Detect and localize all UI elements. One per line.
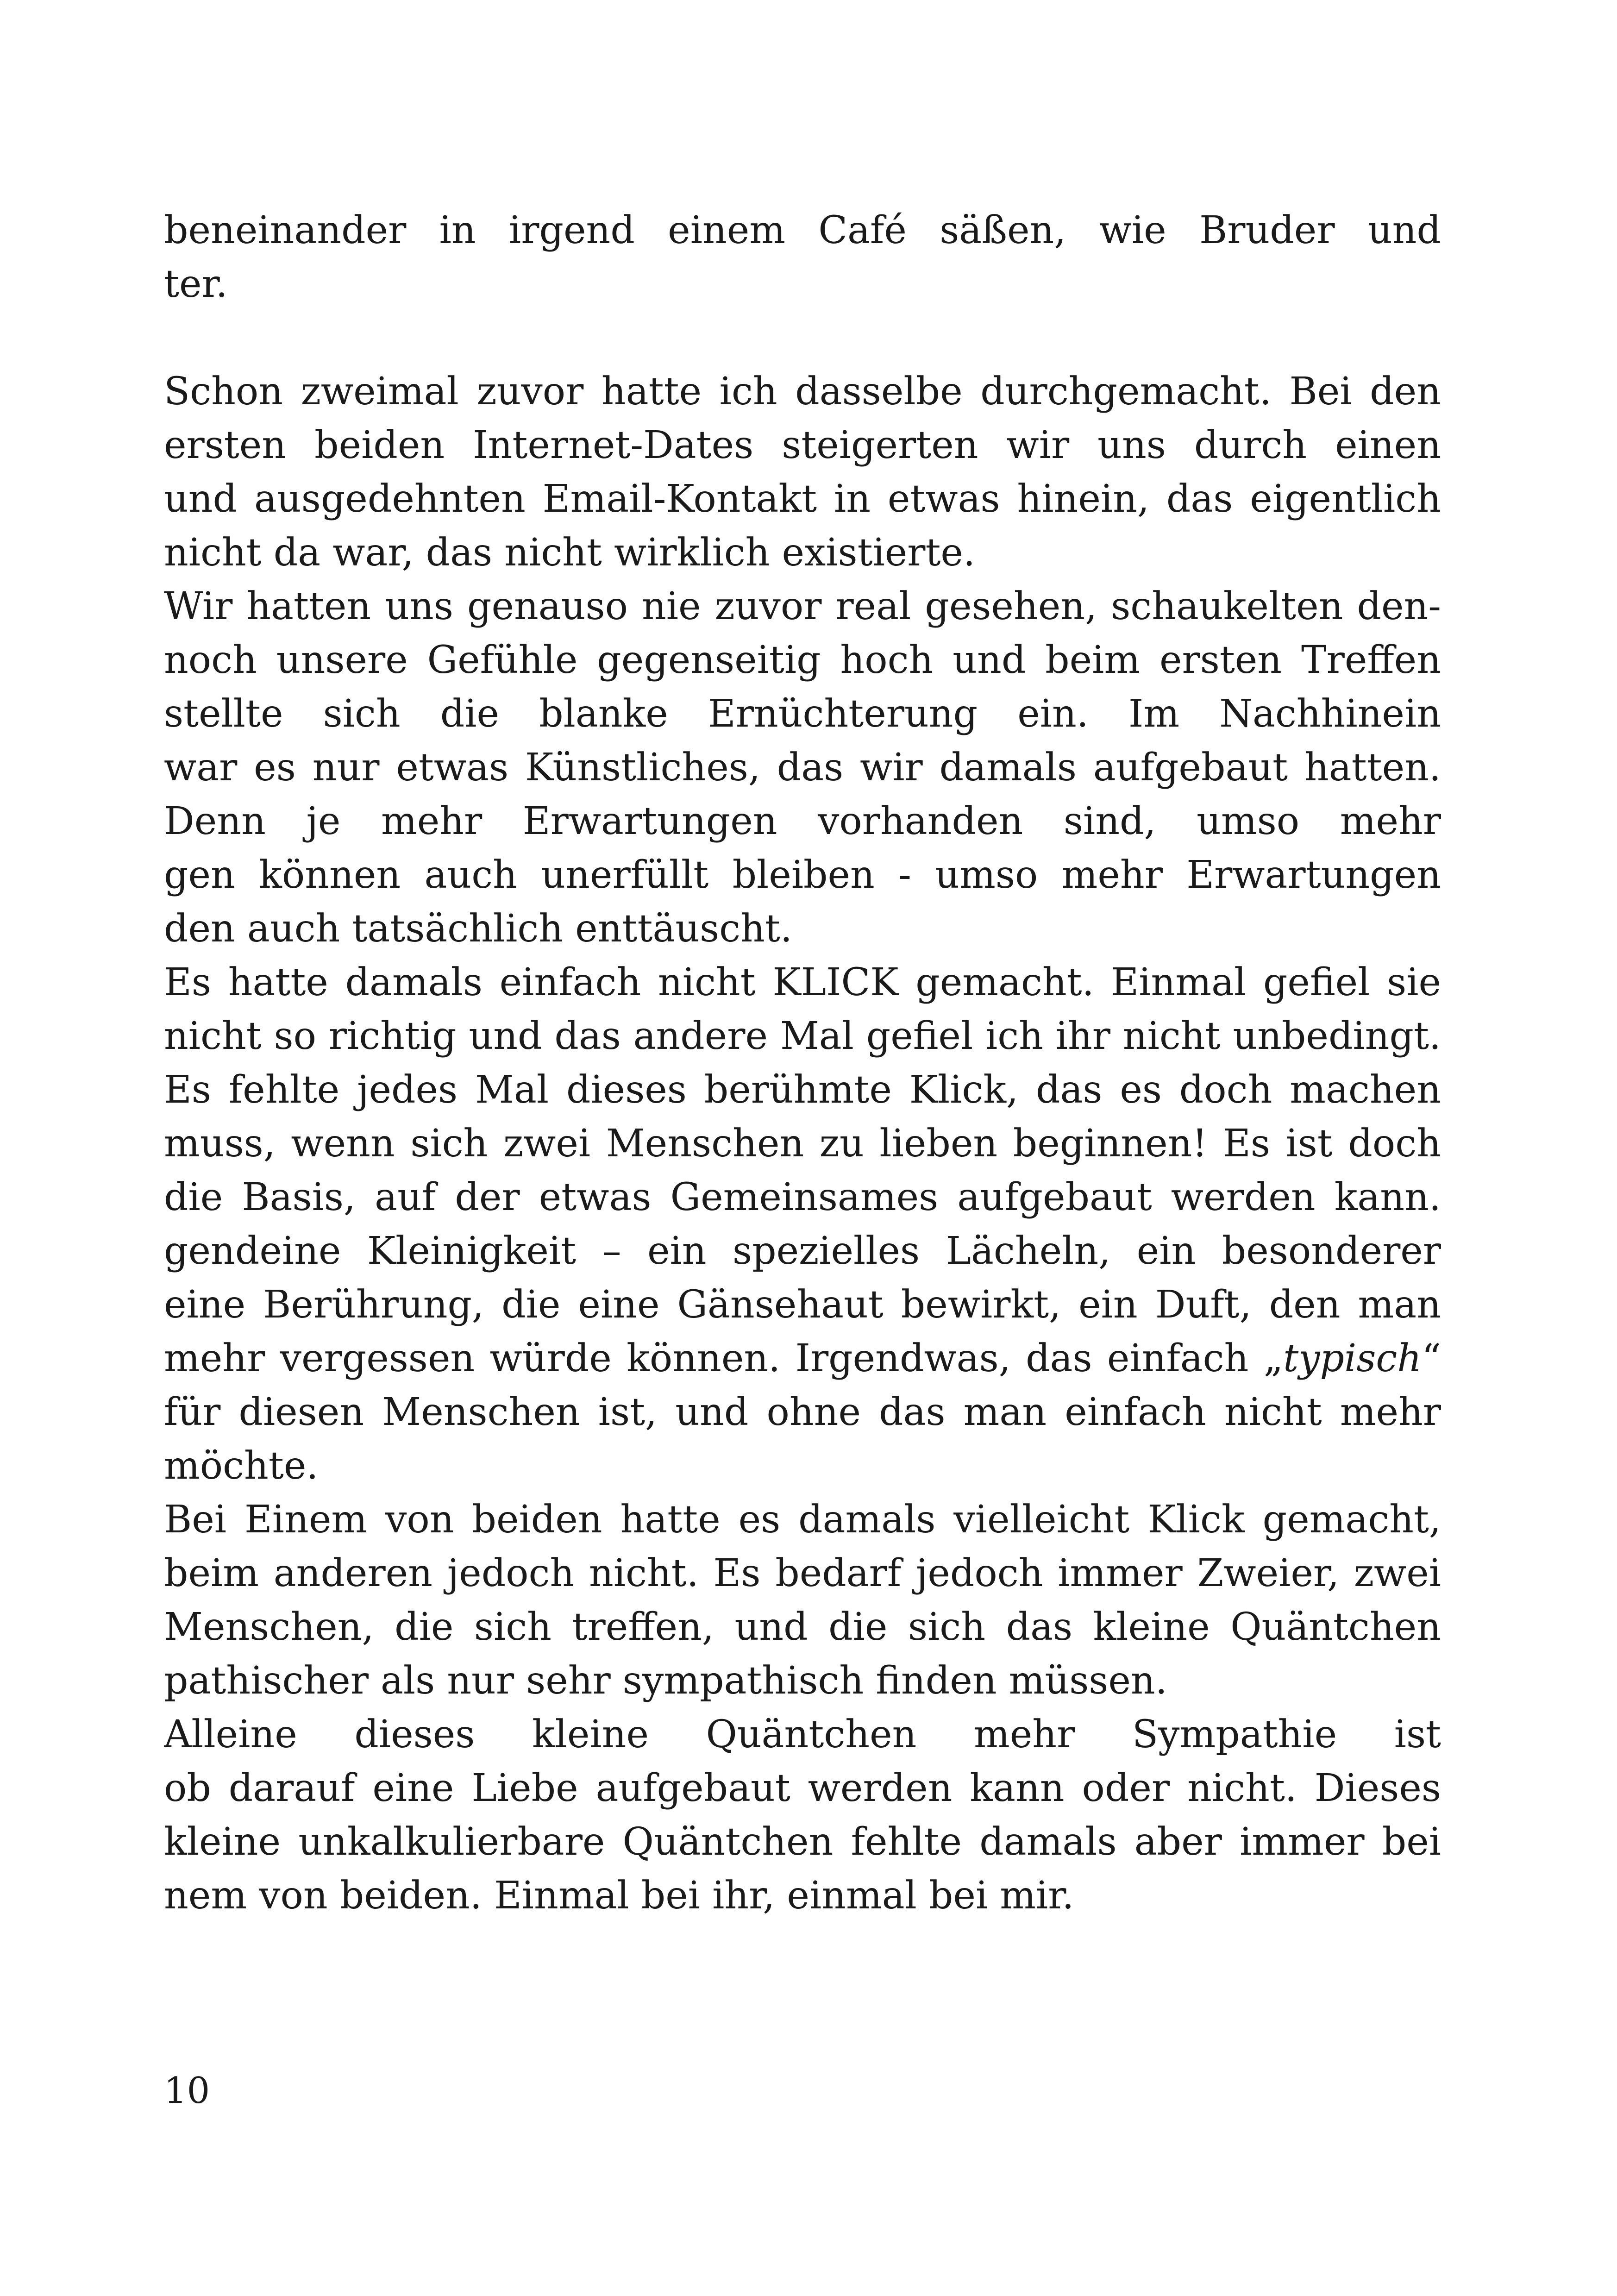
text-line: Denn je mehr Erwartungen vorhanden sind, umso mehr bbox=[164, 799, 1441, 843]
text-line: beneinander in irgend einem Café säßen, wie Bruder und bbox=[164, 208, 1441, 252]
text-line: mehr vergessen würde können. Irgendwas, das einfach „typisch“ bbox=[164, 1336, 1441, 1380]
text-line: stellte sich die blanke Ernüchterung ein. Im Nachhinein bbox=[164, 692, 1441, 736]
text-line: noch unsere Gefühle gegenseitig hoch und beim ersten Treffen bbox=[164, 638, 1441, 682]
text-line: ob darauf eine Liebe aufgebaut werden kann oder nicht. Dieses bbox=[164, 1766, 1441, 1810]
text-line: ersten beiden Internet-Dates steigerten wir uns durch einen bbox=[164, 423, 1441, 467]
text-line: muss, wenn sich zwei Menschen zu lieben beginnen! Es ist doch bbox=[164, 1122, 1441, 1166]
text-line: eine Berührung, die eine Gänsehaut bewirkt, ein Duft, den man bbox=[164, 1283, 1441, 1327]
text-line: und ausgedehnten Email-Kontakt in etwas hinein, das eigentlich bbox=[164, 477, 1441, 521]
text-line: Es hatte damals einfach nicht KLICK gemacht. Einmal gefiel sie bbox=[164, 960, 1441, 1004]
body-text bbox=[164, 204, 1441, 1923]
text-line: beim anderen jedoch nicht. Es bedarf jedoch immer Zweier, zwei bbox=[164, 1551, 1441, 1595]
text-line: den auch tatsächlich enttäuscht. bbox=[164, 907, 792, 951]
text-line: nem von beiden. Einmal bei ihr, einmal bei mir. bbox=[164, 1874, 1074, 1918]
text-line: nicht da war, das nicht wirklich existierte. bbox=[164, 531, 976, 575]
text-line: pathischer als nur sehr sympathisch finden müssen. bbox=[164, 1659, 1167, 1703]
paragraph-gap bbox=[164, 311, 1441, 365]
text-line: kleine unkalkulierbare Quäntchen fehlte damals aber immer bei bbox=[164, 1820, 1441, 1864]
text-line: für diesen Menschen ist, und ohne das man einfach nicht mehr bbox=[164, 1390, 1441, 1434]
text-line: Wir hatten uns genauso nie zuvor real gesehen, schaukelten den- bbox=[164, 584, 1441, 628]
text-line: Es fehlte jedes Mal dieses berühmte Klick, das es doch machen bbox=[164, 1068, 1441, 1112]
text-line: die Basis, auf der etwas Gemeinsames aufgebaut werden kann. bbox=[164, 1175, 1441, 1219]
text-line: möchte. bbox=[164, 1444, 319, 1488]
text-line: gendeine Kleinigkeit – ein spezielles Lächeln, ein besonderer bbox=[164, 1229, 1441, 1273]
text-line: nicht so richtig und das andere Mal gefiel ich ihr nicht unbedingt. bbox=[164, 1014, 1441, 1058]
text-line: war es nur etwas Künstliches, das wir damals aufgebaut hatten. bbox=[164, 746, 1441, 790]
text-line: Menschen, die sich treffen, und die sich das kleine Quäntchen bbox=[164, 1605, 1441, 1649]
text-line: Alleine dieses kleine Quäntchen mehr Sympathie ist bbox=[164, 1713, 1441, 1757]
text-line: Bei Einem von beiden hatte es damals vielleicht Klick gemacht, bbox=[164, 1498, 1441, 1542]
text-line: Schon zweimal zuvor hatte ich dasselbe durchgemacht. Bei den bbox=[164, 370, 1441, 414]
emphasized-word: typisch bbox=[1283, 1336, 1422, 1380]
text-line: ter. bbox=[164, 262, 228, 306]
page-number: 10 bbox=[164, 2070, 210, 2112]
text-line: gen können auch unerfüllt bleiben - umso mehr Erwartungen bbox=[164, 853, 1441, 897]
